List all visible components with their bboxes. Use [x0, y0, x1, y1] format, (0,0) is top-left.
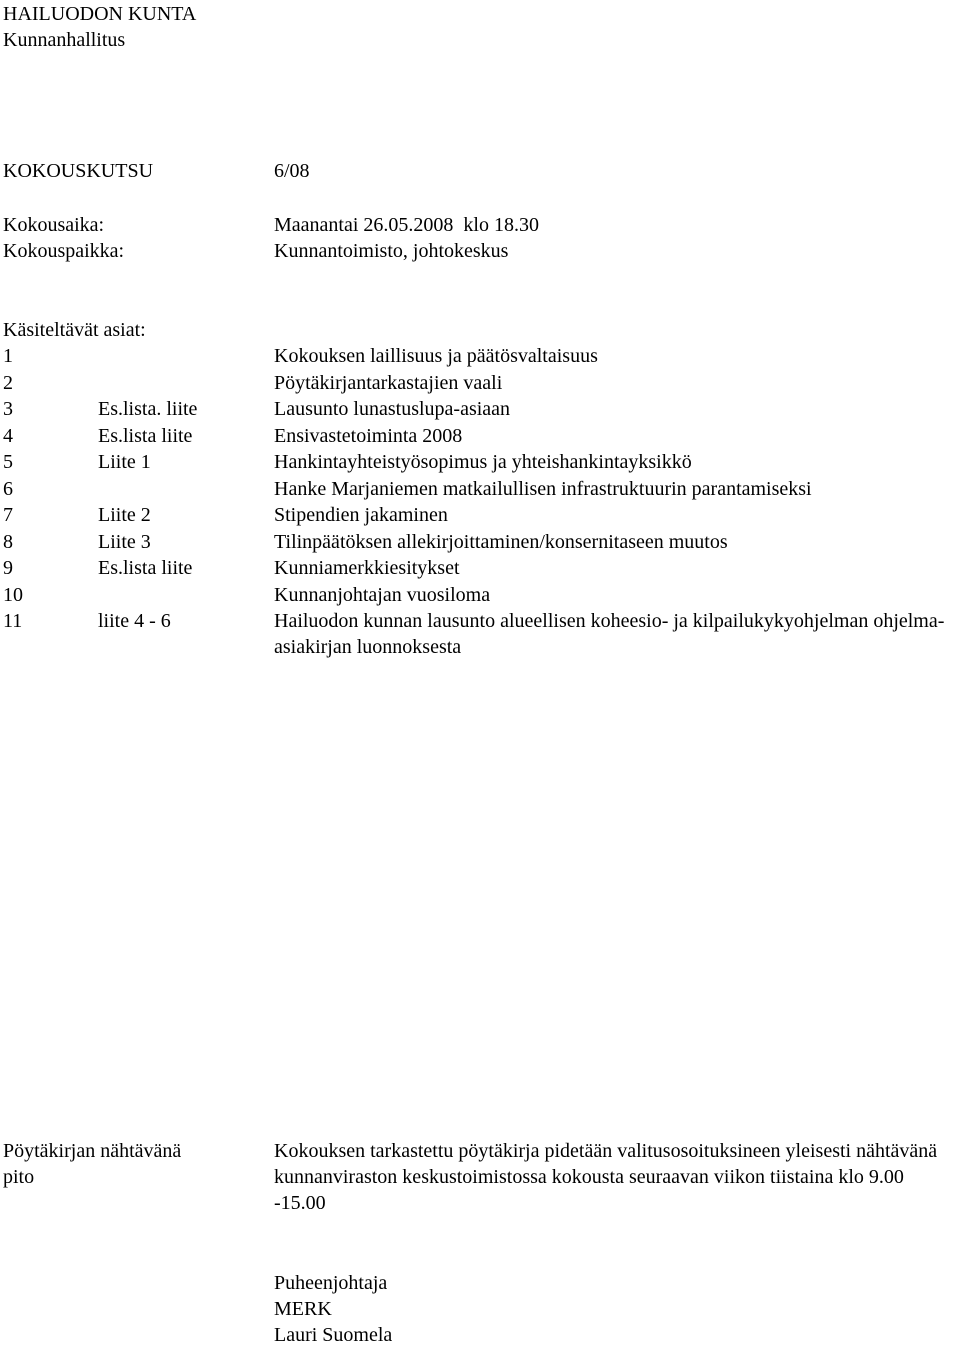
agenda-item-title: Pöytäkirjantarkastajien vaali — [274, 371, 503, 394]
agenda-item-attachment: Liite 2 — [98, 504, 151, 526]
agenda-item-number: 8 — [3, 530, 13, 553]
agenda-item-title: Hankintayhteistyösopimus ja yhteishankintayksikkö — [274, 451, 692, 473]
minutes-availability-text: Kokouksen tarkastettu pöytäkirja pidetään valitusosoituksineen yleisesti nähtävänä kunnanviraston keskustoimistossa kokousta seuraavan viikon tiistaina klo 9.00 -15.00 — [274, 1140, 938, 1214]
signature-name: Lauri Suomela — [274, 1324, 393, 1346]
agenda-item-title: Lausunto lunastuslupa-asiaan — [274, 398, 511, 420]
agenda-item — [0, 343, 960, 370]
agenda-item-title: Kunniamerkkiesitykset — [274, 557, 460, 579]
agenda-item-number: 10 — [3, 583, 23, 606]
agenda-item — [0, 582, 960, 609]
agenda-item-number: 7 — [3, 504, 13, 526]
agenda-item-number: 1 — [3, 345, 13, 367]
agenda-item-number: 5 — [3, 451, 13, 473]
organization-name: HAILUODON KUNTA — [3, 3, 197, 25]
agenda-item-number: 9 — [3, 557, 13, 579]
agenda-item — [0, 476, 960, 503]
agenda-item — [0, 608, 960, 661]
agenda-item — [0, 502, 960, 529]
agenda-item-title: Hailuodon kunnan lausunto alueellisen koheesio- ja kilpailukykyohjelman ohjelma-asiakirjan luonnoksesta — [274, 610, 945, 658]
agenda-item-number: 6 — [3, 477, 13, 500]
agenda-item-title: Ensivastetoiminta 2008 — [274, 424, 463, 447]
agenda-item — [0, 449, 960, 476]
document-number: 6/08 — [274, 160, 310, 182]
meeting-place-value: Kunnantoimisto, johtokeskus — [274, 240, 509, 262]
agenda-item-attachment: Es.lista liite — [98, 424, 193, 447]
agenda-item-title: Hanke Marjaniemen matkailullisen infrastruktuurin parantamiseksi — [274, 477, 812, 500]
organization-unit: Kunnanhallitus — [3, 29, 126, 51]
agenda-item-title: Kunnanjohtajan vuosiloma — [274, 583, 491, 606]
agenda-item — [0, 529, 960, 556]
agenda-item-title: Stipendien jakaminen — [274, 504, 448, 526]
agenda-item-attachment: Es.lista liite — [98, 557, 193, 579]
agenda-item-attachment: liite 4 - 6 — [98, 610, 171, 632]
document-type: KOKOUSKUTSU — [3, 160, 154, 182]
agenda-item-number: 2 — [3, 371, 13, 394]
meeting-time-value: Maanantai 26.05.2008 klo 18.30 — [274, 214, 539, 236]
agenda-item-attachment: Liite 1 — [98, 451, 151, 473]
agenda-item — [0, 423, 960, 450]
agenda-item — [0, 370, 960, 397]
agenda-item-number: 11 — [3, 610, 23, 632]
meeting-place-label: Kokouspaikka: — [3, 240, 125, 262]
agenda-item-attachment: Es.lista. liite — [98, 398, 198, 420]
agenda-item — [0, 555, 960, 582]
agenda-heading: Käsiteltävät asiat: — [3, 319, 146, 341]
agenda-item-title: Kokouksen laillisuus ja päätösvaltaisuus — [274, 345, 598, 367]
signature-party: MERK — [274, 1298, 332, 1320]
meeting-time-label: Kokousaika: — [3, 214, 105, 236]
agenda-list — [0, 343, 960, 661]
agenda-item — [0, 396, 960, 423]
signature-role: Puheenjohtaja — [274, 1272, 388, 1294]
agenda-item-title: Tilinpäätöksen allekirjoittaminen/konsernitaseen muutos — [274, 530, 728, 553]
agenda-item-number: 4 — [3, 424, 13, 447]
agenda-item-attachment: Liite 3 — [98, 530, 151, 553]
agenda-item-number: 3 — [3, 398, 13, 420]
minutes-availability-label: Pöytäkirjan nähtävänä pito — [3, 1140, 182, 1188]
